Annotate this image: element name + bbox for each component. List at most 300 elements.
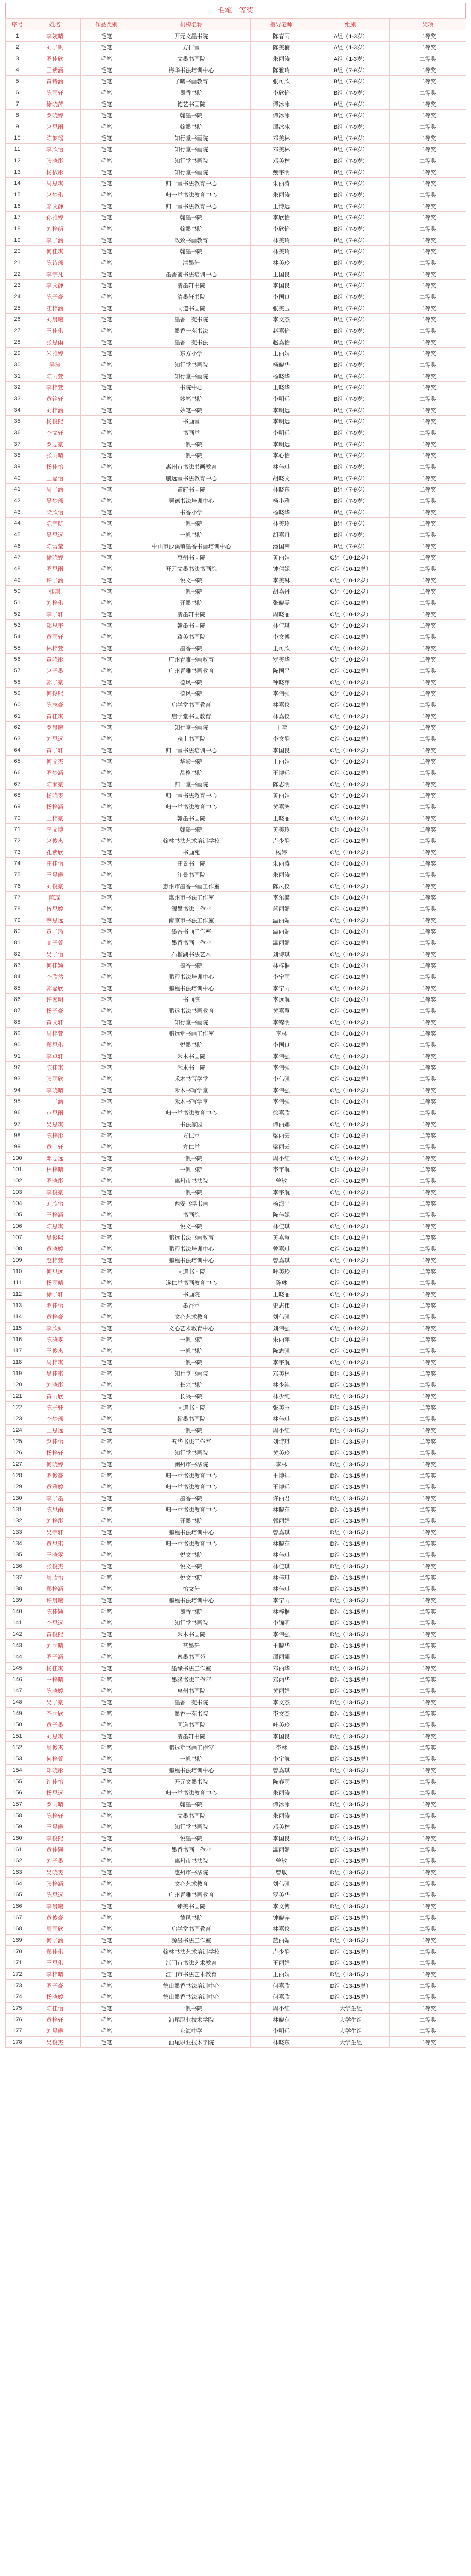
award-level-cell: 二等奖 (390, 257, 466, 268)
table-row (6, 64, 466, 76)
instructor-name-cell: 李宇航 (251, 1357, 312, 1368)
age-group-cell: B组（7-9岁） (312, 382, 390, 393)
student-name-cell: 刘梓萌 (29, 223, 81, 234)
row-number-cell: 126 (6, 1447, 29, 1459)
instructor-name-cell: 胡嘉丹 (251, 529, 312, 540)
age-group-cell: D组（13-15岁） (312, 1753, 390, 1765)
work-category-cell: 毛笔 (81, 348, 132, 359)
age-group-cell: B组（7-9岁） (312, 76, 390, 87)
institution-name-cell: 江门市书法艺术教育 (132, 1969, 251, 1980)
institution-name-cell: 长兴书院 (132, 1391, 251, 1402)
institution-name-cell: 鹏程书法培训中心 (132, 971, 251, 982)
work-category-cell: 毛笔 (81, 1935, 132, 1946)
age-group-cell: B组（7-9岁） (312, 529, 390, 540)
age-group-cell: B组（7-9岁） (312, 132, 390, 144)
work-category-cell: 毛笔 (81, 393, 132, 404)
age-group-cell: C组（10-12岁） (312, 699, 390, 710)
instructor-name-cell: 李欣怡 (251, 87, 312, 98)
institution-name-cell: 清墨轩书院 (132, 608, 251, 620)
institution-name-cell: 书画堂 (132, 427, 251, 438)
work-category-cell: 毛笔 (81, 2037, 132, 2048)
award-level-cell: 二等奖 (390, 2037, 466, 2048)
table-row (6, 1153, 466, 1164)
award-level-cell: 二等奖 (390, 178, 466, 189)
award-level-cell: 二等奖 (390, 1595, 466, 1606)
row-number-cell: 151 (6, 1731, 29, 1742)
institution-name-cell: 中山市沙溪镇墨香书画培训中心 (132, 540, 251, 552)
age-group-cell: B组（7-9岁） (312, 450, 390, 461)
work-category-cell: 毛笔 (81, 1878, 132, 1889)
student-name-cell: 王晨曦 (29, 1821, 81, 1833)
work-category-cell: 毛笔 (81, 1821, 132, 1833)
student-name-cell: 罗子涵 (29, 1651, 81, 1663)
row-number-cell: 128 (6, 1470, 29, 1481)
student-name-cell: 赵思雨 (29, 121, 81, 132)
instructor-name-cell: 曾嘉琪 (251, 1765, 312, 1776)
row-number-cell: 48 (6, 563, 29, 574)
table-row (6, 1130, 466, 1141)
row-number-cell: 44 (6, 518, 29, 529)
row-number-cell: 116 (6, 1334, 29, 1345)
work-category-cell: 毛笔 (81, 1640, 132, 1651)
student-name-cell: 黄文轩 (29, 1016, 81, 1028)
table-row (6, 1198, 466, 1209)
award-level-cell: 二等奖 (390, 1198, 466, 1209)
row-number-cell: 148 (6, 1697, 29, 1708)
award-level-cell: 二等奖 (390, 540, 466, 552)
work-category-cell: 毛笔 (81, 1561, 132, 1572)
work-category-cell: 毛笔 (81, 484, 132, 495)
award-level-cell: 二等奖 (390, 1561, 466, 1572)
table-row (6, 1991, 466, 2003)
age-group-cell: D组（13-15岁） (312, 1912, 390, 1923)
award-level-cell: 二等奖 (390, 778, 466, 790)
student-name-cell: 刘欣怡 (29, 1198, 81, 1209)
age-group-cell: C组（10-12岁） (312, 1198, 390, 1209)
work-category-cell: 毛笔 (81, 1595, 132, 1606)
age-group-cell: C组（10-12岁） (312, 1311, 390, 1323)
institution-name-cell: 归一堂书法教育中心 (132, 1107, 251, 1118)
age-group-cell: C组（10-12岁） (312, 722, 390, 733)
row-number-cell: 155 (6, 1776, 29, 1787)
age-group-cell: C组（10-12岁） (312, 1130, 390, 1141)
award-level-cell: 二等奖 (390, 1946, 466, 1957)
work-category-cell: 毛笔 (81, 302, 132, 314)
institution-name-cell: 惠州市墨香书画工作室 (132, 880, 251, 892)
institution-name-cell: 鹏程书法培训中心 (132, 1527, 251, 1538)
row-number-cell: 91 (6, 1050, 29, 1062)
table-row (6, 1425, 466, 1436)
instructor-name-cell: 陈凤仪 (251, 880, 312, 892)
student-name-cell: 刘俊豪 (29, 880, 81, 892)
instructor-name-cell: 杨小雅 (251, 495, 312, 506)
work-category-cell: 毛笔 (81, 1402, 132, 1413)
instructor-name-cell: 林嘉仪 (251, 699, 312, 710)
student-name-cell: 高子萱 (29, 937, 81, 948)
work-category-cell: 毛笔 (81, 314, 132, 325)
award-level-cell: 二等奖 (390, 654, 466, 665)
row-number-cell: 79 (6, 914, 29, 926)
institution-name-cell: 墨香一苑书法 (132, 325, 251, 336)
institution-name-cell: 惠州市书法书画教育 (132, 461, 251, 472)
institution-name-cell: 臻美书画院 (132, 1901, 251, 1912)
award-level-cell: 二等奖 (390, 450, 466, 461)
table-row (6, 642, 466, 654)
column-header: 奖项 (390, 19, 466, 30)
table-header-row (6, 19, 466, 30)
row-number-cell: 6 (6, 87, 29, 98)
institution-name-cell: 书画院 (132, 994, 251, 1005)
award-level-cell: 二等奖 (390, 427, 466, 438)
work-category-cell: 毛笔 (81, 1787, 132, 1799)
institution-name-cell: 一帆书院 (132, 1425, 251, 1436)
age-group-cell: C组（10-12岁） (312, 688, 390, 699)
student-name-cell: 梁欣怡 (29, 506, 81, 518)
institution-name-cell: 悦文书院 (132, 1549, 251, 1561)
award-level-cell: 二等奖 (390, 325, 466, 336)
institution-name-cell: 茂土书画院 (132, 733, 251, 744)
age-group-cell: A组（1-3岁） (312, 42, 390, 53)
award-level-cell: 二等奖 (390, 1379, 466, 1391)
instructor-name-cell: 梁丽云 (251, 1141, 312, 1153)
work-category-cell: 毛笔 (81, 948, 132, 960)
table-row (6, 982, 466, 994)
work-category-cell: 毛笔 (81, 1062, 132, 1073)
award-level-cell: 二等奖 (390, 144, 466, 155)
row-number-cell: 141 (6, 1617, 29, 1629)
student-name-cell: 许子涵 (29, 574, 81, 586)
work-category-cell: 毛笔 (81, 597, 132, 608)
work-category-cell: 毛笔 (81, 1255, 132, 1266)
work-category-cell: 毛笔 (81, 1345, 132, 1357)
student-name-cell: 吴思远 (29, 529, 81, 540)
instructor-name-cell: 黄丽娟 (251, 790, 312, 801)
institution-name-cell: 梅华书法培训中心 (132, 64, 251, 76)
institution-name-cell: 文心艺术教育 (132, 1311, 251, 1323)
institution-name-cell: 悦文书院 (132, 574, 251, 586)
row-number-cell: 163 (6, 1867, 29, 1878)
award-level-cell: 二等奖 (390, 926, 466, 937)
instructor-name-cell: 周晓丽 (251, 608, 312, 620)
institution-name-cell: 一帆书院 (132, 2003, 251, 2014)
institution-name-cell: 翰墨书院 (132, 212, 251, 223)
institution-name-cell: 归一堂书法教育中心 (132, 1470, 251, 1481)
instructor-name-cell: 林佳琪 (251, 1549, 312, 1561)
work-category-cell: 毛笔 (81, 1697, 132, 1708)
award-level-cell: 二等奖 (390, 416, 466, 427)
award-level-cell: 二等奖 (390, 812, 466, 824)
age-group-cell: C组（10-12岁） (312, 880, 390, 892)
age-group-cell: D组（13-15岁） (312, 1844, 390, 1855)
age-group-cell: D组（13-15岁） (312, 1901, 390, 1912)
student-name-cell: 黄宇轩 (29, 1141, 81, 1153)
institution-name-cell: 启学堂书画教育 (132, 1923, 251, 1935)
table-row (6, 325, 466, 336)
student-name-cell: 卢思雨 (29, 1107, 81, 1118)
instructor-name-cell: 李文博 (251, 1901, 312, 1912)
age-group-cell: D组（13-15岁） (312, 1923, 390, 1935)
age-group-cell: B组（7-9岁） (312, 291, 390, 302)
student-name-cell: 陈晓婷 (29, 1685, 81, 1697)
work-category-cell: 毛笔 (81, 1583, 132, 1595)
student-name-cell: 吴子豪 (29, 1697, 81, 1708)
row-number-cell: 109 (6, 1255, 29, 1266)
institution-name-cell: 清墨轩书院 (132, 291, 251, 302)
institution-name-cell: 南京市书法工作室 (132, 914, 251, 926)
instructor-name-cell: 邓美林 (251, 155, 312, 166)
student-name-cell: 郭子豪 (29, 676, 81, 688)
award-level-cell: 二等奖 (390, 869, 466, 880)
institution-name-cell: 禾木书画院 (132, 1629, 251, 1640)
award-level-cell: 二等奖 (390, 1629, 466, 1640)
student-name-cell: 黄思琪 (29, 1538, 81, 1549)
table-row (6, 1436, 466, 1447)
work-category-cell: 毛笔 (81, 620, 132, 631)
row-number-cell: 50 (6, 586, 29, 597)
age-group-cell: C组（10-12岁） (312, 858, 390, 869)
award-level-cell: 二等奖 (390, 1719, 466, 1731)
student-name-cell: 廖文静 (29, 200, 81, 212)
table-row (6, 314, 466, 325)
age-group-cell: C组（10-12岁） (312, 1118, 390, 1130)
student-name-cell: 何梓萱 (29, 1753, 81, 1765)
row-number-cell: 88 (6, 1016, 29, 1028)
row-number-cell: 55 (6, 642, 29, 654)
award-level-cell: 二等奖 (390, 42, 466, 53)
award-level-cell: 二等奖 (390, 53, 466, 64)
work-category-cell: 毛笔 (81, 461, 132, 472)
award-level-cell: 二等奖 (390, 64, 466, 76)
institution-name-cell: 知行堂书画院 (132, 1617, 251, 1629)
institution-name-cell: 德风书院 (132, 688, 251, 699)
table-row (6, 858, 466, 869)
instructor-name-cell: 邓丽华 (251, 1674, 312, 1685)
work-category-cell: 毛笔 (81, 155, 132, 166)
award-level-cell: 二等奖 (390, 1980, 466, 1991)
work-category-cell: 毛笔 (81, 1799, 132, 1810)
institution-name-cell: 妙笔书院 (132, 404, 251, 416)
award-level-cell: 二等奖 (390, 1617, 466, 1629)
age-group-cell: D组（13-15岁） (312, 1969, 390, 1980)
table-row (6, 1221, 466, 1232)
age-group-cell: B组（7-9岁） (312, 212, 390, 223)
institution-name-cell: 鹤山墨香书法培训中心 (132, 1991, 251, 2003)
age-group-cell: B组（7-9岁） (312, 438, 390, 450)
award-level-cell: 二等奖 (390, 291, 466, 302)
table-row (6, 461, 466, 472)
row-number-cell: 103 (6, 1187, 29, 1198)
student-name-cell: 黄子墨 (29, 1719, 81, 1731)
row-number-cell: 145 (6, 1663, 29, 1674)
age-group-cell: D组（13-15岁） (312, 1595, 390, 1606)
award-level-cell: 二等奖 (390, 280, 466, 291)
row-number-cell: 110 (6, 1266, 29, 1277)
award-level-cell: 二等奖 (390, 846, 466, 858)
institution-name-cell: 子曦书画教育 (132, 76, 251, 87)
institution-name-cell: 归一堂书法教育中心 (132, 1538, 251, 1549)
award-level-cell: 二等奖 (390, 1073, 466, 1084)
work-category-cell: 毛笔 (81, 1606, 132, 1617)
student-name-cell: 李梓晴 (29, 1969, 81, 1980)
institution-name-cell: 惠州市书法工作室 (132, 892, 251, 903)
table-row (6, 132, 466, 144)
award-level-cell: 二等奖 (390, 1096, 466, 1107)
row-number-cell: 147 (6, 1685, 29, 1697)
table-row (6, 1402, 466, 1413)
institution-name-cell: 墨香书画工作室 (132, 1844, 251, 1855)
table-row (6, 994, 466, 1005)
age-group-cell: D组（13-15岁） (312, 1708, 390, 1719)
instructor-name-cell: 王晓丽 (251, 812, 312, 824)
award-level-cell: 二等奖 (390, 1776, 466, 1787)
instructor-name-cell: 温丽媚 (251, 914, 312, 926)
award-level-cell: 二等奖 (390, 1651, 466, 1663)
instructor-name-cell: 李伟强 (251, 688, 312, 699)
instructor-name-cell: 林佳琪 (251, 1561, 312, 1572)
institution-name-cell: 翰墨书画院 (132, 620, 251, 631)
institution-name-cell: 墨香一苑书法 (132, 336, 251, 348)
instructor-name-cell: 邓美林 (251, 144, 312, 155)
award-level-cell: 二等奖 (390, 348, 466, 359)
instructor-name-cell: 何嘉欣 (251, 1980, 312, 1991)
student-name-cell: 黄子瑜 (29, 926, 81, 937)
table-row (6, 1629, 466, 1640)
instructor-name-cell: 胡晓文 (251, 472, 312, 484)
work-category-cell: 毛笔 (81, 1096, 132, 1107)
student-name-cell: 杨依彤 (29, 166, 81, 178)
institution-name-cell: 汪景书画院 (132, 858, 251, 869)
student-name-cell: 徐晓萍 (29, 98, 81, 110)
instructor-name-cell: 林美玲 (251, 246, 312, 257)
row-number-cell: 105 (6, 1209, 29, 1221)
award-level-cell: 二等奖 (390, 1459, 466, 1470)
row-number-cell: 16 (6, 200, 29, 212)
student-name-cell: 刘梓琪 (29, 597, 81, 608)
age-group-cell: D组（13-15岁） (312, 1878, 390, 1889)
instructor-name-cell: 黄嘉慧 (251, 1232, 312, 1243)
institution-name-cell: 开元文墨书法书画院 (132, 563, 251, 574)
instructor-name-cell: 曾嘉琪 (251, 1527, 312, 1538)
award-level-cell: 二等奖 (390, 586, 466, 597)
award-level-cell: 二等奖 (390, 1923, 466, 1935)
age-group-cell: C组（10-12岁） (312, 835, 390, 846)
table-row (6, 1912, 466, 1923)
table-row (6, 1844, 466, 1855)
instructor-name-cell: 杨晓华 (251, 370, 312, 382)
row-number-cell: 83 (6, 960, 29, 971)
award-level-cell: 二等奖 (390, 393, 466, 404)
age-group-cell: B组（7-9岁） (312, 110, 390, 121)
institution-name-cell: 鹏程书法培训中心 (132, 1255, 251, 1266)
student-name-cell: 李俊熙 (29, 1833, 81, 1844)
work-category-cell: 毛笔 (81, 1334, 132, 1345)
award-level-cell: 二等奖 (390, 518, 466, 529)
age-group-cell: D组（13-15岁） (312, 1368, 390, 1379)
institution-name-cell: 鹏远堂书画工作室 (132, 1742, 251, 1753)
award-level-cell: 二等奖 (390, 246, 466, 257)
table-row (6, 1039, 466, 1050)
table-row (6, 1050, 466, 1062)
student-name-cell: 罗俊豪 (29, 1470, 81, 1481)
institution-name-cell: 归一堂书法教育中心 (132, 1504, 251, 1515)
award-level-cell: 二等奖 (390, 574, 466, 586)
student-name-cell: 赵佳怡 (29, 1436, 81, 1447)
table-row (6, 2025, 466, 2037)
age-group-cell: C组（10-12岁） (312, 620, 390, 631)
award-level-cell: 二等奖 (390, 76, 466, 87)
award-level-cell: 二等奖 (390, 1402, 466, 1413)
student-name-cell: 罗志豪 (29, 438, 81, 450)
table-row (6, 291, 466, 302)
instructor-name-cell: 罗美华 (251, 1889, 312, 1901)
institution-name-cell: 翰墨书画院 (132, 1413, 251, 1425)
instructor-name-cell: 林佳琪 (251, 620, 312, 631)
award-level-cell: 二等奖 (390, 744, 466, 756)
work-category-cell: 毛笔 (81, 1232, 132, 1243)
table-row (6, 631, 466, 642)
table-row (6, 1357, 466, 1368)
institution-name-cell: 墨香书院 (132, 960, 251, 971)
student-name-cell: 陈晓雯 (29, 1334, 81, 1345)
table-row (6, 1549, 466, 1561)
award-level-cell: 二等奖 (390, 98, 466, 110)
institution-name-cell: 墨香书画工作室 (132, 926, 251, 937)
row-number-cell: 20 (6, 246, 29, 257)
award-level-cell: 二等奖 (390, 1606, 466, 1617)
institution-name-cell: 悦墨书院 (132, 1039, 251, 1050)
student-name-cell: 徐晓婷 (29, 552, 81, 563)
row-number-cell: 81 (6, 937, 29, 948)
table-row (6, 586, 466, 597)
table-row (6, 1731, 466, 1742)
instructor-name-cell: 刘伟强 (251, 1323, 312, 1334)
institution-name-cell: 一帆书院 (132, 1357, 251, 1368)
work-category-cell: 毛笔 (81, 404, 132, 416)
age-group-cell: B组（7-9岁） (312, 166, 390, 178)
institution-name-cell: 一帆书院 (132, 1153, 251, 1164)
table-row (6, 1005, 466, 1016)
award-level-cell: 二等奖 (390, 824, 466, 835)
table-body (6, 30, 466, 2048)
award-level-cell: 二等奖 (390, 1549, 466, 1561)
institution-name-cell: 西安书学书画 (132, 1198, 251, 1209)
student-name-cell: 王思远 (29, 1425, 81, 1436)
row-number-cell: 161 (6, 1844, 29, 1855)
row-number-cell: 53 (6, 620, 29, 631)
row-number-cell: 28 (6, 336, 29, 348)
institution-name-cell: 方仁堂 (132, 1141, 251, 1153)
work-category-cell: 毛笔 (81, 223, 132, 234)
table-row (6, 506, 466, 518)
table-row (6, 1867, 466, 1878)
award-level-cell: 二等奖 (390, 676, 466, 688)
row-number-cell: 108 (6, 1243, 29, 1255)
work-category-cell: 毛笔 (81, 688, 132, 699)
row-number-cell: 61 (6, 710, 29, 722)
award-level-cell: 二等奖 (390, 200, 466, 212)
table-row (6, 53, 466, 64)
institution-name-cell: 墨缘书法工作室 (132, 1674, 251, 1685)
award-level-cell: 二等奖 (390, 1515, 466, 1527)
award-level-cell: 二等奖 (390, 1969, 466, 1980)
instructor-name-cell: 杨晓华 (251, 506, 312, 518)
instructor-name-cell: 李林 (251, 1459, 312, 1470)
work-category-cell: 毛笔 (81, 110, 132, 121)
institution-name-cell: 顺德书法培训中心 (132, 495, 251, 506)
student-name-cell: 罗晓彤 (29, 1175, 81, 1187)
table-row (6, 1651, 466, 1663)
instructor-name-cell: 朱丽涛 (251, 858, 312, 869)
